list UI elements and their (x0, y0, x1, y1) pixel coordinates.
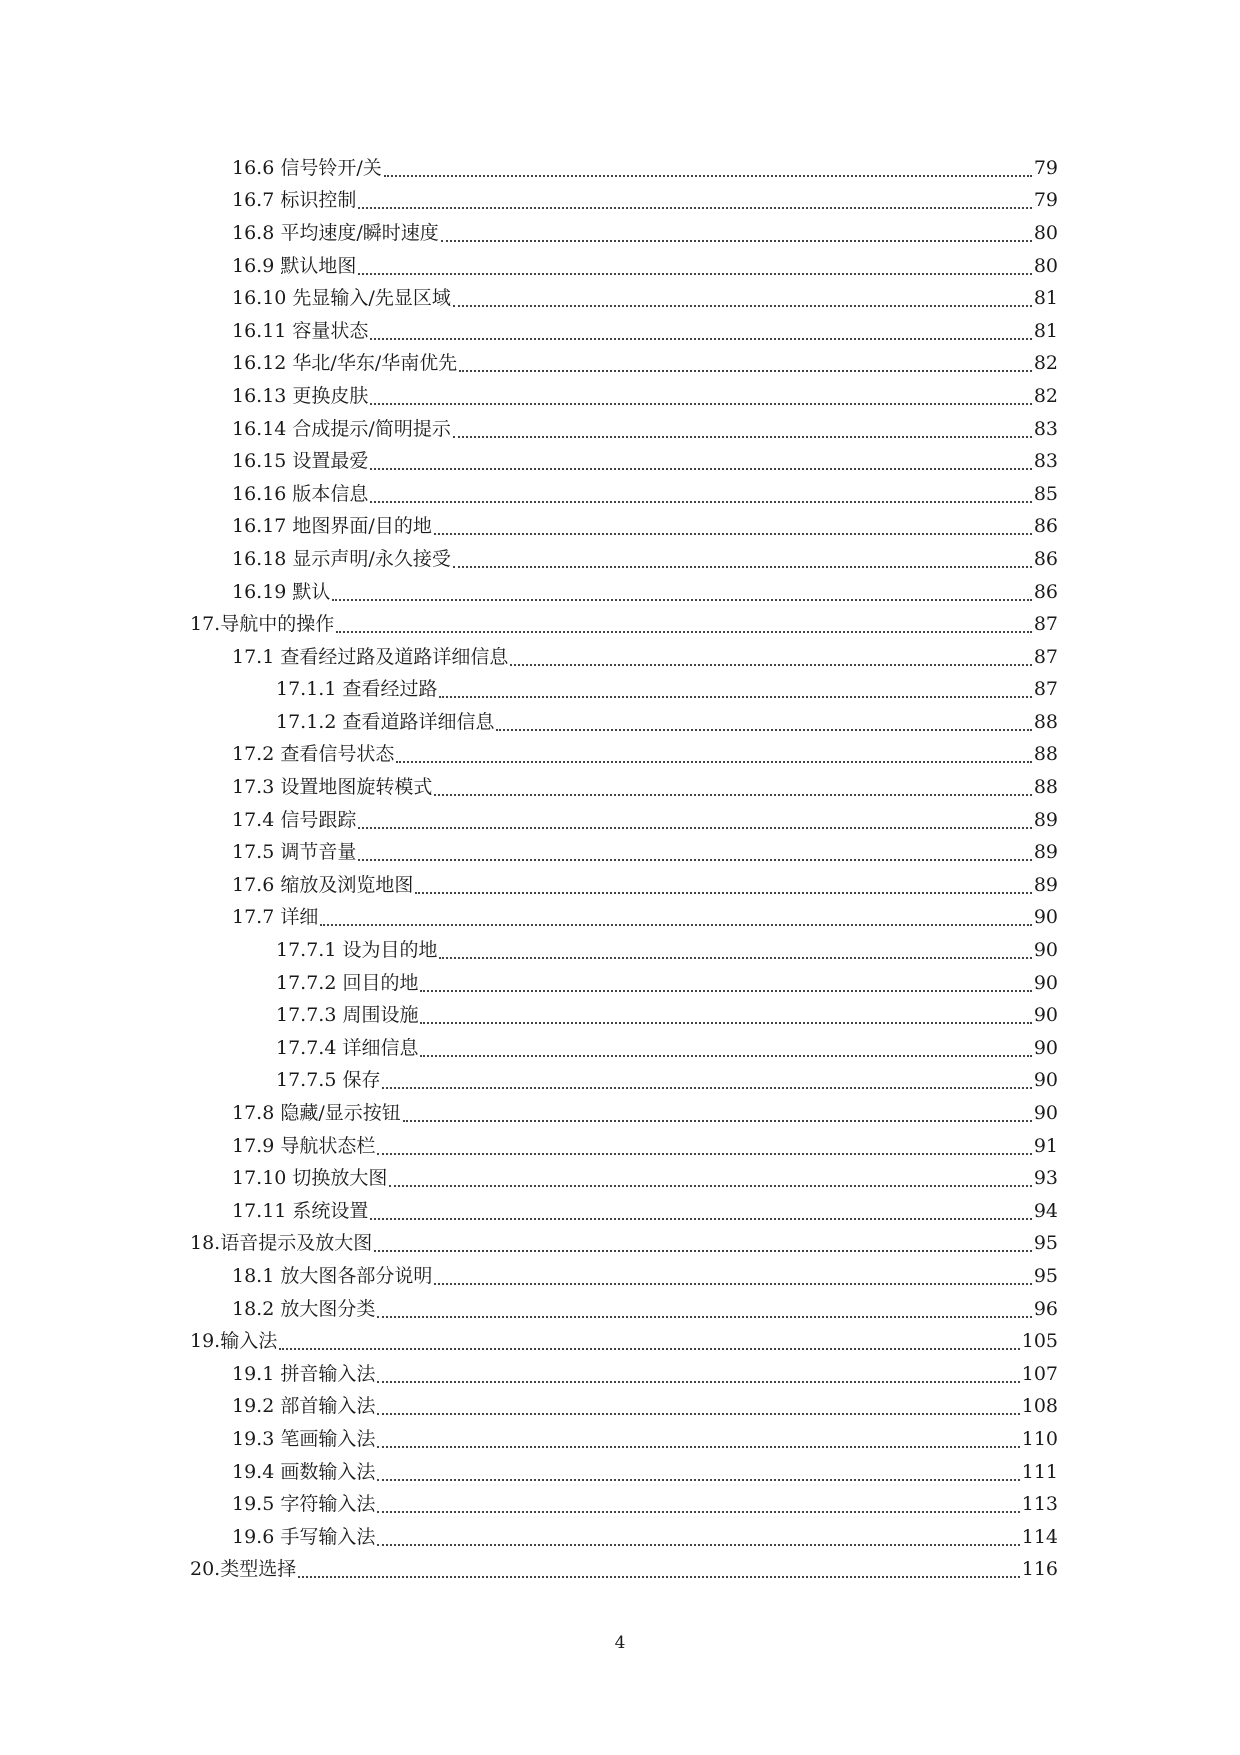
toc-entry[interactable] (190, 1065, 1058, 1098)
dot-leader (377, 1445, 1019, 1448)
toc-entry-page-number: 79 (1033, 156, 1058, 179)
dot-leader (336, 630, 1032, 633)
toc-entry-title: 19.4 画数输入法 (232, 1460, 376, 1483)
toc-entry-title: 16.7 标识控制 (232, 189, 357, 212)
toc-entry[interactable] (190, 1130, 1058, 1163)
toc-entry-title: 16.10 先显输入/先显区域 (232, 287, 451, 310)
toc-entry-page-number: 83 (1033, 417, 1058, 440)
dot-leader (377, 1510, 1019, 1513)
toc-entry-page-number: 89 (1033, 841, 1058, 864)
dot-leader (420, 1021, 1031, 1024)
toc-entry[interactable] (190, 771, 1058, 804)
dot-leader (279, 1347, 1020, 1350)
dot-leader (459, 369, 1032, 372)
toc-entry-page-number: 86 (1033, 580, 1058, 603)
toc-entry-page-number: 81 (1033, 287, 1058, 310)
toc-entry-page-number: 83 (1033, 450, 1058, 473)
dot-leader (377, 1152, 1031, 1155)
toc-entry-page-number: 91 (1033, 1134, 1058, 1157)
toc-entry[interactable] (190, 641, 1058, 674)
toc-entry-page-number: 81 (1033, 319, 1058, 342)
toc-entry-page-number: 80 (1033, 254, 1058, 277)
dot-leader (358, 272, 1031, 275)
toc-entry-title: 17.7.3 周围设施 (276, 1004, 419, 1027)
toc-entry-title: 19.1 拼音输入法 (232, 1362, 376, 1385)
toc-entry-title: 18.2 放大图分类 (232, 1297, 376, 1320)
toc-entry[interactable] (190, 1488, 1058, 1521)
toc-entry-title: 18.1 放大图各部分说明 (232, 1264, 433, 1287)
toc-entry-page-number: 110 (1021, 1427, 1058, 1450)
toc-entry-page-number: 87 (1033, 678, 1058, 701)
toc-entry-title: 20.类型选择 (190, 1558, 297, 1581)
toc-entry-title: 19.3 笔画输入法 (232, 1427, 376, 1450)
toc-entry[interactable] (190, 185, 1058, 218)
dot-leader (510, 663, 1031, 666)
dot-leader (377, 1315, 1031, 1318)
dot-leader (358, 826, 1031, 829)
dot-leader (420, 989, 1031, 992)
dot-leader (453, 435, 1032, 438)
dot-leader (298, 1575, 1020, 1578)
toc-entry[interactable] (190, 282, 1058, 315)
toc-entry-page-number: 94 (1033, 1199, 1058, 1222)
toc-entry-page-number: 86 (1033, 547, 1058, 570)
toc-entry-title: 17.10 切换放大图 (232, 1167, 388, 1190)
dot-leader (389, 1184, 1031, 1187)
dot-leader (415, 891, 1031, 894)
dot-leader (377, 1478, 1019, 1481)
toc-entry[interactable] (190, 543, 1058, 576)
toc-entry-page-number: 90 (1033, 906, 1058, 929)
toc-entry-page-number: 88 (1033, 710, 1058, 733)
toc-entry-title: 17.6 缩放及浏览地图 (232, 873, 414, 896)
toc-entry[interactable] (190, 380, 1058, 413)
toc-entry-title: 16.16 版本信息 (232, 482, 369, 505)
toc-entry-title: 16.6 信号铃开/关 (232, 156, 382, 179)
toc-entry[interactable] (190, 217, 1058, 250)
toc-entry-page-number: 82 (1033, 384, 1058, 407)
toc-entry-page-number: 90 (1033, 1069, 1058, 1092)
toc-entry-title: 17.3 设置地图旋转模式 (232, 776, 433, 799)
toc-entry[interactable] (190, 1391, 1058, 1424)
toc-entry-title: 16.15 设置最爱 (232, 450, 369, 473)
toc-entry[interactable] (190, 999, 1058, 1032)
toc-entry[interactable] (190, 1456, 1058, 1489)
toc-entry-title: 17.7.2 回目的地 (276, 971, 419, 994)
toc-entry-title: 16.13 更换皮肤 (232, 384, 369, 407)
toc-entry-title: 17.7.1 设为目的地 (276, 939, 438, 962)
toc-entry[interactable] (190, 1423, 1058, 1456)
toc-entry-page-number: 114 (1021, 1525, 1058, 1548)
toc-entry-title: 16.9 默认地图 (232, 254, 357, 277)
toc-entry-page-number: 95 (1033, 1264, 1058, 1287)
toc-entry-page-number: 86 (1033, 515, 1058, 538)
toc-entry[interactable] (190, 739, 1058, 772)
toc-entry[interactable] (190, 836, 1058, 869)
toc-entry-title: 17.9 导航状态栏 (232, 1134, 376, 1157)
dot-leader (377, 1412, 1019, 1415)
toc-entry-page-number: 111 (1021, 1460, 1058, 1483)
dot-leader (420, 1054, 1031, 1057)
page-number: 4 (614, 1633, 626, 1653)
dot-leader (403, 1119, 1032, 1122)
toc-entry-title: 16.14 合成提示/简明提示 (232, 417, 451, 440)
toc-entry[interactable] (190, 250, 1058, 283)
toc-entry[interactable] (190, 1325, 1058, 1358)
dot-leader (377, 1543, 1019, 1546)
toc-entry[interactable] (190, 1260, 1058, 1293)
toc-entry[interactable] (190, 1032, 1058, 1065)
toc-entry-page-number: 90 (1033, 1102, 1058, 1125)
toc-entry-title: 16.18 显示声明/永久接受 (232, 547, 451, 570)
dot-leader (370, 500, 1031, 503)
toc-entry-page-number: 80 (1033, 221, 1058, 244)
toc-entry-title: 17.7.4 详细信息 (276, 1036, 419, 1059)
dot-leader (358, 206, 1031, 209)
toc-entry[interactable] (190, 511, 1058, 544)
table-of-contents (190, 152, 1058, 1586)
toc-entry[interactable] (190, 934, 1058, 967)
toc-entry[interactable] (190, 1097, 1058, 1130)
toc-entry[interactable] (190, 1293, 1058, 1326)
dot-leader (370, 467, 1031, 470)
dot-leader (384, 174, 1032, 177)
toc-entry[interactable] (190, 1228, 1058, 1261)
dot-leader (382, 1086, 1031, 1089)
toc-entry-page-number: 105 (1021, 1330, 1058, 1353)
toc-entry-title: 17.2 查看信号状态 (232, 743, 395, 766)
dot-leader (374, 1249, 1032, 1252)
dot-leader (377, 1380, 1019, 1383)
toc-entry-title: 17.4 信号跟踪 (232, 808, 357, 831)
toc-entry-page-number: 87 (1033, 613, 1058, 636)
toc-entry[interactable] (190, 315, 1058, 348)
toc-entry-page-number: 89 (1033, 808, 1058, 831)
dot-leader (453, 565, 1032, 568)
toc-entry[interactable] (190, 1521, 1058, 1554)
toc-entry[interactable] (190, 804, 1058, 837)
dot-leader (434, 1282, 1031, 1285)
toc-entry-page-number: 82 (1033, 352, 1058, 375)
toc-entry-title: 19.输入法 (190, 1330, 278, 1353)
toc-entry[interactable] (190, 902, 1058, 935)
toc-entry[interactable] (190, 348, 1058, 381)
dot-leader (434, 793, 1031, 796)
toc-entry-title: 17.7.5 保存 (276, 1069, 381, 1092)
toc-entry[interactable] (190, 445, 1058, 478)
toc-entry[interactable] (190, 1358, 1058, 1391)
toc-entry[interactable] (190, 1195, 1058, 1228)
toc-entry-page-number: 79 (1033, 189, 1058, 212)
toc-entry-title: 17.1.1 查看经过路 (276, 678, 438, 701)
dot-leader (453, 304, 1032, 307)
toc-entry[interactable] (190, 413, 1058, 446)
toc-entry-page-number: 90 (1033, 1036, 1058, 1059)
toc-entry-page-number: 85 (1033, 482, 1058, 505)
toc-entry[interactable] (190, 706, 1058, 739)
dot-leader (358, 858, 1031, 861)
toc-entry-title: 17.11 系统设置 (232, 1199, 369, 1222)
toc-entry-page-number: 87 (1033, 645, 1058, 668)
toc-entry-title: 17.7 详细 (232, 906, 319, 929)
toc-entry[interactable] (190, 576, 1058, 609)
toc-entry[interactable] (190, 1162, 1058, 1195)
dot-leader (332, 598, 1031, 601)
toc-entry[interactable] (190, 478, 1058, 511)
toc-entry-page-number: 90 (1033, 971, 1058, 994)
toc-entry[interactable] (190, 608, 1058, 641)
toc-entry-page-number: 90 (1033, 1004, 1058, 1027)
dot-leader (320, 923, 1031, 926)
dot-leader (370, 337, 1031, 340)
toc-entry-title: 19.2 部首输入法 (232, 1395, 376, 1418)
dot-leader (434, 532, 1032, 535)
toc-entry-title: 16.17 地图界面/目的地 (232, 515, 432, 538)
toc-entry-title: 16.8 平均速度/瞬时速度 (232, 221, 439, 244)
toc-entry-page-number: 96 (1033, 1297, 1058, 1320)
dot-leader (439, 956, 1031, 959)
toc-entry-title: 16.12 华北/华东/华南优先 (232, 352, 458, 375)
toc-entry-title: 19.5 字符输入法 (232, 1493, 376, 1516)
toc-entry-title: 19.6 手写输入法 (232, 1525, 376, 1548)
toc-entry-page-number: 116 (1021, 1558, 1058, 1581)
toc-entry-title: 17.导航中的操作 (190, 613, 335, 636)
toc-entry-page-number: 108 (1021, 1395, 1058, 1418)
toc-entry-title: 17.1.2 查看道路详细信息 (276, 710, 495, 733)
toc-entry[interactable] (190, 674, 1058, 707)
toc-entry[interactable] (190, 967, 1058, 1000)
toc-entry-title: 18.语音提示及放大图 (190, 1232, 373, 1255)
toc-entry-title: 17.8 隐藏/显示按钮 (232, 1102, 401, 1125)
dot-leader (441, 239, 1032, 242)
toc-entry-page-number: 107 (1021, 1362, 1058, 1385)
toc-entry[interactable] (190, 1554, 1058, 1587)
toc-entry-page-number: 90 (1033, 939, 1058, 962)
toc-entry[interactable] (190, 152, 1058, 185)
toc-entry[interactable] (190, 869, 1058, 902)
toc-entry-title: 16.19 默认 (232, 580, 331, 603)
dot-leader (370, 402, 1031, 405)
dot-leader (396, 760, 1031, 763)
toc-entry-page-number: 93 (1033, 1167, 1058, 1190)
dot-leader (370, 1217, 1031, 1220)
toc-entry-page-number: 89 (1033, 873, 1058, 896)
dot-leader (496, 728, 1031, 731)
dot-leader (439, 695, 1031, 698)
toc-entry-page-number: 88 (1033, 743, 1058, 766)
toc-entry-page-number: 113 (1021, 1493, 1058, 1516)
toc-entry-page-number: 88 (1033, 776, 1058, 799)
toc-entry-title: 16.11 容量状态 (232, 319, 369, 342)
toc-entry-page-number: 95 (1033, 1232, 1058, 1255)
toc-entry-title: 17.5 调节音量 (232, 841, 357, 864)
toc-entry-title: 17.1 查看经过路及道路详细信息 (232, 645, 509, 668)
